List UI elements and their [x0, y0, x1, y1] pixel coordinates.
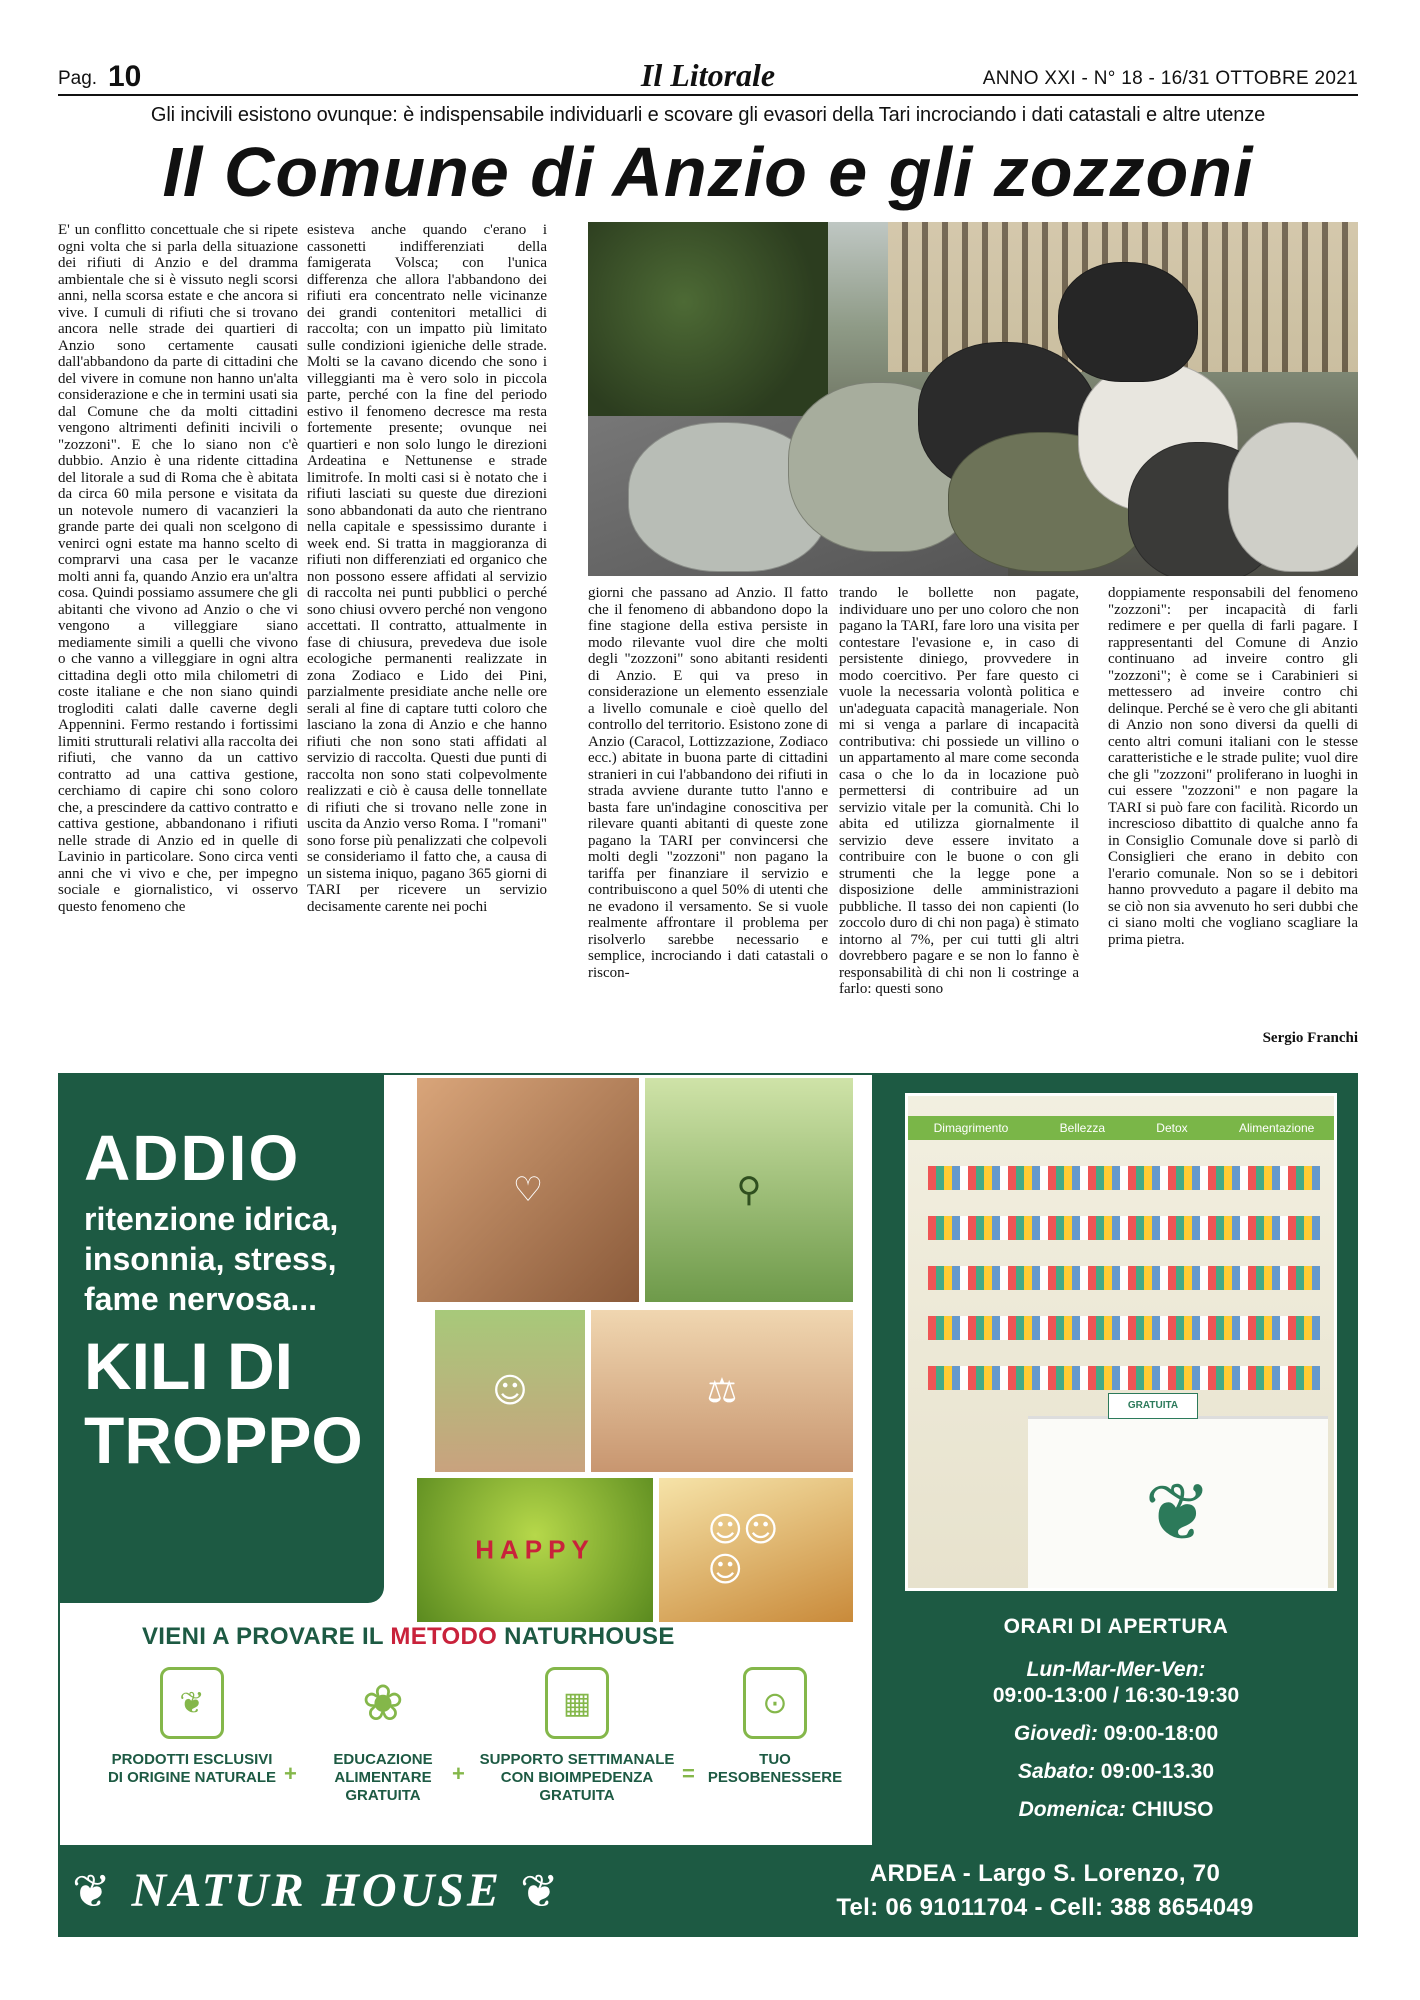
- benefit-line: SUPPORTO SETTIMANALE: [479, 1751, 675, 1768]
- hours-day: Sabato:: [1017, 1760, 1095, 1783]
- ad-problem: ritenzione idrica,: [84, 1201, 339, 1238]
- newspaper-name: Il Litorale: [640, 57, 776, 93]
- shelf-sign: Detox: [1156, 1121, 1188, 1135]
- ad-problem: insonnia, stress,: [84, 1241, 337, 1278]
- benefit-line: GRATUITA: [345, 1787, 421, 1804]
- shop-interior-photo: [905, 1093, 1337, 1591]
- naturhouse-leaf-logo: ❦: [1144, 1466, 1212, 1559]
- ad-headline-panel: [60, 1075, 384, 1603]
- scale-icon: ⚖: [706, 1371, 738, 1411]
- store-phones: Tel: 06 91011704 - Cell: 388 8654049: [836, 1894, 1254, 1921]
- trash-bags-photo: [588, 222, 1358, 576]
- issue-info: ANNO XXI - N° 18 - 16/31 OTTOBRE 2021: [982, 68, 1358, 89]
- benefit-weekly-support: [462, 1667, 692, 1805]
- benefit-line: TUO: [759, 1751, 791, 1768]
- brand-logo: [72, 1863, 562, 1918]
- benefit-line: CON BIOIMPEDENZA: [500, 1769, 654, 1786]
- article-column-4: [839, 585, 1079, 1056]
- hours-time: 09:00-13.30: [1094, 1760, 1215, 1783]
- lotus-icon: ❦: [519, 1863, 562, 1918]
- cta-highlight: METODO: [390, 1623, 498, 1650]
- store-address: ARDEA - Largo S. Lorenzo, 70: [869, 1860, 1221, 1887]
- grapes-icon: ❀: [362, 1674, 404, 1732]
- cta-text: VIENI A PROVARE IL: [142, 1623, 391, 1650]
- article-column-5: [1108, 585, 1358, 1025]
- shelf: [928, 1316, 1320, 1340]
- ad-photo-man-salad: [432, 1307, 588, 1475]
- article-kicker: Gli incivili esistono ovunque: è indispensabile individuarli e scovare gli evasori della Tari incrociando i dati catastali e altre utenze: [150, 104, 1266, 126]
- ad-left-panel: [60, 1075, 872, 1845]
- ad-photo-friends: [656, 1475, 856, 1625]
- article-text: esisteva anche quando c'erano i cassonetti indifferenziati della famigerata Volsca; con l'unica differenza che allora l'abbandono dei rifiuti era concentrato nelle vicinanze dei grandi contenitori metallici di raccolta; con un impatto più limitato sulle condizioni igieniche delle strade. Molti se la cavano dicendo che sono i villeggianti ma è vero solo in piccola parte, perché con la fine del periodo estivo il fenomeno decresce ma resta fortemente presente; ovunque nei quartieri e non solo lungo le direzioni Ardeatina e Nettunense e strade limitrofe. In molti casi si è notato che i rifiuti lasciati su queste due direzioni sono abbandonati da auto che rientrano nella capitale e spessissimo durante i week end. Si tratta in maggioranza di rifiuti non differenziati ed organico che non possono essere affidati al servizio di raccolta nei punti pubblici o perché sono chiusi ovvero perché non vengono accettati. Il contratto, attualmente in fase di chiusura, prevedeva due isole ecologiche permanenti realizzate in zona Zodiaco e Lido dei Pini, parzialmente presidiate anche nelle ore serali al fine di captare tutti coloro che lasciano la zona di Anzio e che hanno rifiuti che non sono stati affidati al servizio di raccolta. Questi due punti di raccolta non sono stati colpevolmente realizzati e ciò è causa delle tonnellate di rifiuti che si trovano nelle zone in uscita da Anzio verso Roma. I "romani" sono forse più penalizzati che colpevoli se consideriamo il fatto che, a causa di un sistema iniquo, pagano 365 giorni di TARI per ricevere un servizio decisamente carente nei pochi: [307, 222, 547, 915]
- plus-sign: +: [452, 1761, 465, 1786]
- benefit-line: ALIMENTARE: [334, 1769, 432, 1786]
- hours-time: CHIUSO: [1125, 1798, 1214, 1821]
- ad-photo-happy-stones: [414, 1475, 656, 1625]
- article-column-2: [307, 222, 547, 1056]
- article-column-3: [588, 585, 828, 1056]
- benefit-line: PRODOTTI ESCLUSIVI: [111, 1751, 273, 1768]
- salad-icon: ☺: [492, 1371, 528, 1411]
- benefit-line: DI ORIGINE NATURALE: [107, 1769, 277, 1786]
- hours-day: Lun-Mar-Mer-Ven:: [1026, 1658, 1206, 1681]
- plus-sign: +: [284, 1761, 297, 1786]
- ad-headline: [84, 1123, 363, 1477]
- bicycle-icon: ⚲: [736, 1170, 762, 1210]
- lotus-icon: ❦: [72, 1863, 114, 1918]
- cta-text: NATURHOUSE: [497, 1623, 675, 1650]
- benefit-natural-products: [82, 1667, 302, 1787]
- hours-time: 09:00-13:00 / 16:30-19:30: [992, 1684, 1240, 1707]
- ad-cta: [142, 1623, 675, 1651]
- ad-kili: KILI DI: [84, 1329, 293, 1404]
- bottle-icon: ❦: [160, 1667, 224, 1739]
- calendar-icon: ▦: [545, 1667, 609, 1739]
- article-column-1: [58, 222, 298, 1056]
- happy-stones-text: HAPPY: [475, 1534, 595, 1565]
- photo-bag: [1058, 262, 1198, 382]
- shelf-sign: Dimagrimento: [933, 1121, 1009, 1135]
- ad-photo-woman-bike: [642, 1075, 856, 1305]
- article-text: doppiamente responsabili del fenomeno "zozzoni": per incapacità di farli redimere e per quella di farli pagare. I rappresentanti del Comune di Anzio continuano ad inveire contro gli "zozzoni"; è come se i Carabinieri si mettessero ad inveire contro chi delinque. Perché se è vero che gli abitanti di Anzio non sono diversi da quelli di cento altri comuni italiani con le stesse caratteristiche e le strade pulite; vuol dire che gli "zozzoni" proliferano in luoghi in cui essere "zozzoni" e non pagare la TARI si può fare con facilità. Ricordo un increscioso dibattito di qualche anno fa in Consiglio Comunale dove si parlò di Consiglieri che erano in debito con l'erario comunale. Non so se i debitori hanno provveduto a pagare il debito ma se ciò non sia avvenuto ho seri dubbi che ci siano molti che vogliano scagliare la prima pietra.: [1108, 585, 1358, 948]
- shelf-sign: Alimentazione: [1238, 1121, 1315, 1135]
- shelf-signs: [908, 1116, 1337, 1140]
- benefit-education: [308, 1667, 458, 1805]
- benefit-line: GRATUITA: [539, 1787, 615, 1804]
- ad-photo-couple-heart: [414, 1075, 642, 1305]
- benefit-line: PESOBENESSERE: [707, 1769, 843, 1786]
- equals-sign: =: [682, 1761, 695, 1786]
- ad-problem: fame nervosa...: [84, 1281, 317, 1318]
- author-byline: Sergio Franchi: [1262, 1030, 1358, 1046]
- ad-troppo: TROPPO: [84, 1403, 363, 1478]
- benefit-wellness: [700, 1667, 850, 1787]
- shelf: [928, 1266, 1320, 1290]
- shelf: [928, 1216, 1320, 1240]
- hours-day: Domenica:: [1018, 1798, 1126, 1821]
- hours-day: Giovedì:: [1013, 1722, 1098, 1745]
- naturhouse-ad: [58, 1073, 1358, 1937]
- store-contact: [740, 1857, 1350, 1925]
- counter-sign: GRATUITA: [1108, 1393, 1198, 1419]
- ad-footer: [60, 1845, 1358, 1937]
- friends-icon: ☺☺☺: [707, 1510, 779, 1590]
- page-label: Pag.: [58, 68, 98, 89]
- photo-tree: [588, 222, 828, 422]
- article-headline: Il Comune di Anzio e gli zozzoni: [162, 133, 1254, 211]
- article-text: trando le bollette non pagate, individuare uno per uno coloro che non pagano la TARI, fare loro una visita per contestare l'evasione e, in caso di persistente diniego, provvedere in modo coercitivo. Per fare questo ci vuole la necessaria volontà politica e un'adeguata capacità manageriale. Non mi si venga a parlare di incapacità contributiva: chi possiede un villino o un appartamento al mare come seconda casa o che lo da in locazione può permettersi di contribuire ad un servizio vitale per la comunità. Chi lo abita ed utilizza giornalmente il servizio deve essere invitato a contribuire con le buone o con gli strumenti che la legge pone a disposizione delle amministrazioni pubbliche. Il tasso dei non capienti (lo zoccolo duro di chi non paga) è stimato intorno al 7%, per cui tutti gli altri dovrebbero pagare e se non lo fanno è responsabilità di chi non li costringe a farlo: questi sono: [839, 585, 1079, 997]
- page-number: 10: [108, 60, 142, 93]
- masthead: [58, 57, 1358, 96]
- hours-time: 09:00-18:00: [1097, 1722, 1219, 1745]
- brand-name: NATUR HOUSE: [131, 1864, 502, 1917]
- scale-gauge-icon: ⊙: [743, 1667, 807, 1739]
- ad-addio: ADDIO: [84, 1122, 301, 1194]
- photo-bag: [1228, 422, 1358, 572]
- opening-hours: [872, 1615, 1358, 1823]
- article-text: giorni che passano ad Anzio. Il fatto che il fenomeno di abbandono dopo la fine stagione della estiva persiste in modo rilevante vuol dire che molti degli "zozzoni" sono abitanti residenti di Anzio. E qui va preso in considerazione un elemento essenziale a livello comunale e cioè quello del controllo del territorio. Esistono zone di Anzio (Caracol, Lottizzazione, Zodiaco ecc.) abitate in buona parte di cittadini stranieri in cui l'abbandono dei rifiuti in strada avviene durante tutto l'anno e basta fare un'indagine conoscitiva per rilevare quanti abitanti di queste zone pagano la TARI per convincersi che molti degli "zozzoni" non pagano la tariffa per finanziare il servizio e contribuiscono a quel 50% di utenti che ne evadono il versamento. Se si vuole realmente affrontare il problema per risolverlo sarebbe necessario e semplice, incrociando i dati catastali o riscon-: [588, 585, 828, 981]
- article-text: E' un conflitto concettuale che si ripete ogni volta che si parla della situazione dei rifiuti di Anzio e del dramma ambientale che si è vissuto negli scorsi anni, nella scorsa estate e che ancora si vive. I cumuli di rifiuti che si trovano ancora nelle strade dei quartieri di Anzio sono certamente causati dall'abbandono da parte di cittadini che del vivere in comune non hanno un'alta considerazione e che in termini usati sia dal Comune che da molti cittadini vengono altrimenti definiti incivili o "zozzoni". E che lo siano non c'è dubbio. Anzio è una ridente cittadina del litorale a sud di Roma che è abitata da circa 60 mila persone e visitata da un notevole numero di vacanzieri la grande parte dei quali non scelgono di venirci ogni estate ma hanno scelto di comprarvi una casa per le vacanze molti anni fa, quando Anzio era un'altra cosa. Quindi possiamo assumere che gli abitanti che vivono ad Anzio o che vi vengono a villeggiare siano mediamente simili a quelli che vivono o che vanno a villeggiare in ogni altra cittadina degli otto mila chilometri di coste italiane e che non siano quindi trogloditi calati dalle caverne degli Appennini. Fermo restando i fortissimi limiti strutturali relativi alla raccolta dei rifiuti, che vanno da un cattivo contratto ad una cattiva gestione, cerchiamo di capire chi sono coloro che, a prescindere da cattivo contratto e cattiva gestione, abbandonano i rifiuti nelle strade di Anzio ed in quelle di Lavinio in particolare. Sono circa venti anni che vi vivo e che, per impegno sociale e giornalistico, vi osservo questo fenomeno che: [58, 222, 298, 915]
- benefit-line: EDUCAZIONE: [333, 1751, 433, 1768]
- heart-hands-icon: ♡: [512, 1170, 544, 1210]
- shelf: [928, 1166, 1320, 1190]
- hours-title: ORARI DI APERTURA: [1003, 1615, 1229, 1638]
- shelf-sign: Bellezza: [1059, 1121, 1105, 1135]
- shelf: [928, 1366, 1320, 1390]
- ad-photo-scale: [588, 1307, 856, 1475]
